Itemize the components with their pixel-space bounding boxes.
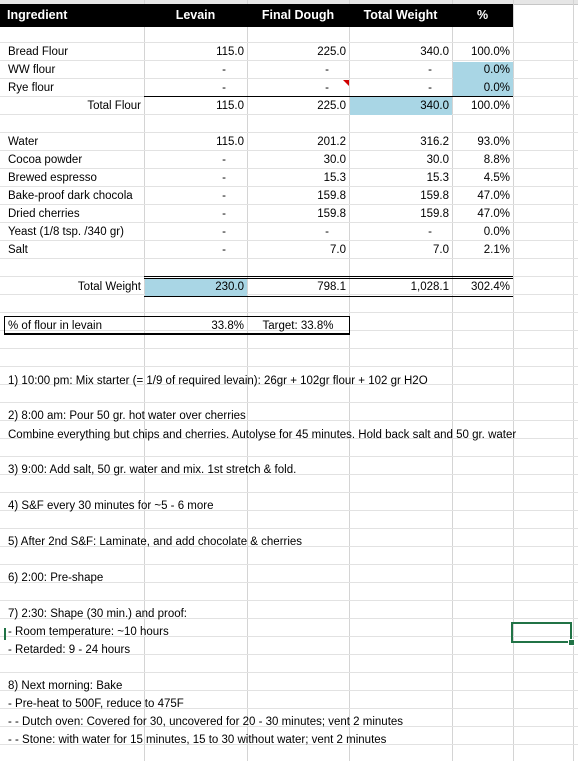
note-line[interactable]: 3) 9:00: Add salt, 50 gr. water and mix. 1st stretch & fold. xyxy=(8,464,297,476)
total-weight-label[interactable]: Total Weight xyxy=(77,281,141,293)
total-weight-value[interactable]: 159.8 xyxy=(420,190,449,202)
levain-value[interactable]: - xyxy=(222,154,226,166)
final-dough-value[interactable]: 7.0 xyxy=(330,244,346,256)
total-weight-value[interactable]: 340.0 xyxy=(420,46,449,58)
header-levain[interactable]: Levain xyxy=(175,8,216,22)
note-line[interactable]: 6) 2:00: Pre-shape xyxy=(8,572,104,584)
note-line[interactable]: - - Stone: with water for 15 minutes, 15 to 30 without water; vent 2 minutes xyxy=(8,734,387,746)
ingredient-name[interactable]: Cocoa powder xyxy=(8,154,83,166)
note-line[interactable]: 4) S&F every 30 minutes for ~5 - 6 more xyxy=(8,500,214,512)
levain-value[interactable]: - xyxy=(222,64,226,76)
gridline xyxy=(0,402,578,403)
row-marker xyxy=(4,628,6,640)
ingredient-name[interactable]: Yeast (1/8 tsp. /340 gr) xyxy=(8,226,124,238)
total-weight-total[interactable]: 1,028.1 xyxy=(410,281,449,293)
header-total-weight[interactable]: Total Weight xyxy=(363,8,438,22)
gridline xyxy=(0,528,578,529)
gridline xyxy=(0,492,578,493)
levain-value[interactable]: - xyxy=(222,244,226,256)
note-line[interactable]: - Room temperature: ~10 hours xyxy=(8,626,169,638)
total-flour-label[interactable]: Total Flour xyxy=(87,100,141,112)
levain-value[interactable]: - xyxy=(222,208,226,220)
total-weight-value[interactable]: - xyxy=(428,64,432,76)
note-line[interactable]: - Retarded: 9 - 24 hours xyxy=(8,644,131,656)
total-weight-value[interactable]: 159.8 xyxy=(420,208,449,220)
total-flour-percent[interactable]: 100.0% xyxy=(470,100,510,112)
gridline xyxy=(0,600,578,601)
percent-value[interactable]: 100.0% xyxy=(470,46,510,58)
percent-value[interactable]: 47.0% xyxy=(477,190,510,202)
total-weight-value[interactable]: - xyxy=(428,226,432,238)
gridline xyxy=(0,366,578,367)
percent-value[interactable]: 2.1% xyxy=(483,244,510,256)
levain-value[interactable]: 115.0 xyxy=(216,136,244,148)
total-weight-value[interactable]: 7.0 xyxy=(433,244,449,256)
percent-value[interactable]: 0.0% xyxy=(483,82,510,94)
note-line[interactable]: 5) After 2nd S&F: Laminate, and add chocolate & cherries xyxy=(8,536,303,548)
levain-value[interactable]: - xyxy=(222,172,226,184)
total-weight-levain[interactable]: 230.0 xyxy=(215,281,244,293)
fill-handle[interactable] xyxy=(568,639,575,646)
final-dough-value[interactable]: - xyxy=(325,64,329,76)
total-weight-top-border xyxy=(144,276,513,277)
selected-cell[interactable] xyxy=(511,622,572,643)
comment-indicator-icon[interactable] xyxy=(343,80,349,86)
note-line[interactable]: 8) Next morning: Bake xyxy=(8,680,123,692)
note-line[interactable]: - - Dutch oven: Covered for 30, uncovered for 20 - 30 minutes; vent 2 minutes xyxy=(8,716,404,728)
gridline xyxy=(0,348,578,349)
total-weight-percent[interactable]: 302.4% xyxy=(470,281,510,293)
total-weight-value[interactable]: - xyxy=(428,82,432,94)
ingredient-name[interactable]: Brewed espresso xyxy=(8,172,97,184)
total-weight-bottom-border xyxy=(144,296,513,297)
total-flour-total[interactable]: 340.0 xyxy=(420,100,449,112)
percent-value[interactable]: 93.0% xyxy=(477,136,510,148)
percent-value[interactable]: 47.0% xyxy=(477,208,510,220)
final-dough-value[interactable]: - xyxy=(325,226,329,238)
ingredient-name[interactable]: Bread Flour xyxy=(8,46,69,58)
levain-value[interactable]: 115.0 xyxy=(216,46,244,58)
flour-in-levain-value[interactable]: 33.8% xyxy=(211,320,244,332)
note-line[interactable]: 2) 8:00 am: Pour 50 gr. hot water over cherries xyxy=(8,410,246,422)
total-flour-top-border xyxy=(144,96,513,97)
percent-value[interactable]: 0.0% xyxy=(483,64,510,76)
note-line[interactable]: Combine everything but chips and cherries. Autolyse for 45 minutes. Hold back salt and 50 gr. water xyxy=(8,429,517,441)
flour-in-levain-label[interactable]: % of flour in levain xyxy=(8,320,102,332)
ingredient-name[interactable]: Rye flour xyxy=(8,82,55,94)
total-weight-value[interactable]: 15.3 xyxy=(426,172,449,184)
levain-value[interactable]: - xyxy=(222,82,226,94)
note-line[interactable]: - Pre-heat to 500F, reduce to 475F xyxy=(8,698,184,710)
percent-value[interactable]: 4.5% xyxy=(483,172,510,184)
ingredient-name[interactable]: Bake-proof dark chocola xyxy=(8,190,133,202)
header-final-dough[interactable]: Final Dough xyxy=(261,8,335,22)
ingredient-name[interactable]: Dried cherries xyxy=(8,208,80,220)
levain-value[interactable]: - xyxy=(222,190,226,202)
percent-value[interactable]: 8.8% xyxy=(483,154,510,166)
note-line[interactable]: 7) 2:30: Shape (30 min.) and proof: xyxy=(8,608,187,620)
total-weight-final[interactable]: 798.1 xyxy=(317,281,346,293)
final-dough-value[interactable]: 225.0 xyxy=(317,46,346,58)
total-flour-levain[interactable]: 115.0 xyxy=(216,100,244,112)
final-dough-value[interactable]: 15.3 xyxy=(323,172,346,184)
ingredient-name[interactable]: WW flour xyxy=(8,64,56,76)
final-dough-value[interactable]: 159.8 xyxy=(317,190,346,202)
header-percent[interactable]: % xyxy=(476,8,489,22)
gridline xyxy=(0,456,578,457)
total-weight-value[interactable]: 30.0 xyxy=(426,154,449,166)
total-weight-value[interactable]: 316.2 xyxy=(420,136,449,148)
final-dough-value[interactable]: 159.8 xyxy=(317,208,346,220)
final-dough-value[interactable]: 30.0 xyxy=(323,154,346,166)
header-ingredient[interactable]: Ingredient xyxy=(7,8,68,22)
gridline xyxy=(0,564,578,565)
levain-value[interactable]: - xyxy=(222,226,226,238)
gridline xyxy=(0,672,578,673)
final-dough-value[interactable]: - xyxy=(325,82,329,94)
ingredient-name[interactable]: Salt xyxy=(8,244,28,256)
total-flour-final[interactable]: 225.0 xyxy=(317,100,346,112)
percent-value[interactable]: 0.0% xyxy=(483,226,510,238)
ingredient-name[interactable]: Water xyxy=(8,136,39,148)
final-dough-value[interactable]: 201.2 xyxy=(317,136,346,148)
flour-in-levain-target[interactable]: Target: 33.8% xyxy=(262,320,334,332)
note-line[interactable]: 1) 10:00 pm: Mix starter (= 1/9 of required levain): 26gr + 102gr flour + 102 gr H2O xyxy=(8,375,428,387)
gridline xyxy=(0,312,578,313)
